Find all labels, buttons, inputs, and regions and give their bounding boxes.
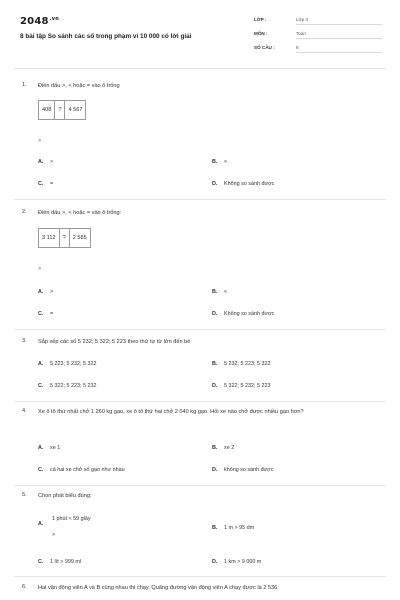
meta-value-count: 8	[296, 45, 382, 53]
answer-marker: >	[38, 138, 42, 144]
box-right-value: 2 585	[72, 235, 87, 241]
box-blank: ?	[55, 101, 65, 119]
box-left-value: 3 112	[39, 229, 60, 247]
box-blank: ?	[60, 229, 70, 247]
logo-suffix: .vn	[49, 16, 59, 22]
question-text: Xe ô tô thứ nhất chở 1 260 kg gạo, xe ô tô thứ hai chở 2 040 kg gạo. Hỏi xe nào chở được nhiều gạo hơn?	[38, 409, 304, 415]
question-number: 2.	[22, 209, 27, 215]
divider	[14, 401, 386, 402]
divider	[14, 576, 386, 577]
option-a[interactable]: A. >	[38, 159, 54, 165]
option-c[interactable]: C. 5 322; 5 223; 5 232	[38, 383, 97, 389]
divider	[14, 485, 386, 486]
option-c[interactable]: C. 1 lít > 999 ml	[38, 559, 82, 565]
document-header	[14, 10, 386, 69]
answer-marker: >	[38, 266, 42, 272]
question-text: Điền dấu >, < hoặc = vào ô trống:	[38, 210, 122, 216]
option-b[interactable]: B. <	[212, 159, 228, 165]
option-d[interactable]: D. không so sánh được	[212, 467, 274, 473]
option-d[interactable]: D. Không so sánh được	[212, 181, 275, 187]
meta-label-count: SỐ CÂU :	[254, 45, 275, 50]
site-logo[interactable]	[20, 16, 59, 27]
meta-panel	[254, 14, 382, 56]
box-right-value: 4 567	[68, 107, 83, 113]
question-text: Hai vận động viên A và B cùng nhau thi chạy. Quãng đường vận động viên A chạy được là 2 536	[38, 585, 278, 591]
option-c[interactable]: C. =	[38, 311, 54, 317]
option-b[interactable]: B. xe 2	[212, 445, 235, 451]
logo-text: 2048	[20, 16, 49, 27]
option-d[interactable]: D. Không so sánh được	[212, 311, 275, 317]
option-a[interactable]: A. >	[38, 289, 54, 295]
question-text: Chọn phát biểu đúng:	[38, 493, 92, 499]
meta-value-subject: Toán	[296, 31, 382, 39]
comparison-box	[38, 100, 86, 120]
option-c[interactable]: C. =	[38, 181, 54, 187]
question-number: 5.	[22, 492, 27, 498]
question-number: 3.	[22, 338, 27, 344]
meta-label-subject: MÔN :	[254, 31, 268, 36]
document-title: 8 bài tập So sánh các số trong phạm vi 10 000 có lời giải	[20, 33, 192, 40]
meta-row-subject	[254, 28, 382, 42]
question-number: 6.	[22, 584, 27, 590]
meta-row-count	[254, 42, 382, 56]
question-5	[22, 492, 384, 572]
option-c[interactable]: C. cả hai xe chở số gạo như nhau	[38, 467, 125, 473]
question-4	[22, 408, 384, 480]
question-6	[22, 584, 384, 598]
comparison-box	[38, 228, 91, 248]
question-2	[22, 209, 384, 321]
meta-label-class: LỚP :	[254, 17, 267, 22]
option-a[interactable]: A. 5 223; 5 232; 5 322	[38, 361, 97, 367]
option-d[interactable]: D. 1 km > 9 000 m	[212, 559, 262, 565]
meta-row-class	[254, 14, 382, 28]
option-a[interactable]: A. xe 1	[38, 445, 61, 451]
divider	[14, 199, 386, 200]
question-1	[22, 82, 384, 192]
option-a[interactable]: A. 1 phút < 59 giây >	[38, 516, 91, 538]
divider	[14, 329, 386, 330]
question-number: 1.	[22, 82, 27, 88]
box-left-value: 408	[39, 101, 55, 119]
question-number: 4.	[22, 408, 27, 414]
option-b[interactable]: B. 5 232; 5 223; 5 322	[212, 361, 271, 367]
option-b[interactable]: B. <	[212, 289, 228, 295]
question-text: Điền dấu >, < hoặc = vào ô trống	[38, 83, 120, 89]
meta-value-class: Lớp 3	[296, 17, 382, 25]
option-b[interactable]: B. 1 m > 95 dm	[212, 525, 255, 531]
question-3	[22, 338, 384, 398]
option-d[interactable]: D. 5 322; 5 232; 5 223	[212, 383, 271, 389]
question-text: Sắp xếp các số 5 232; 5 322; 5 223 theo thứ tự từ lớn đến bé	[38, 339, 191, 345]
